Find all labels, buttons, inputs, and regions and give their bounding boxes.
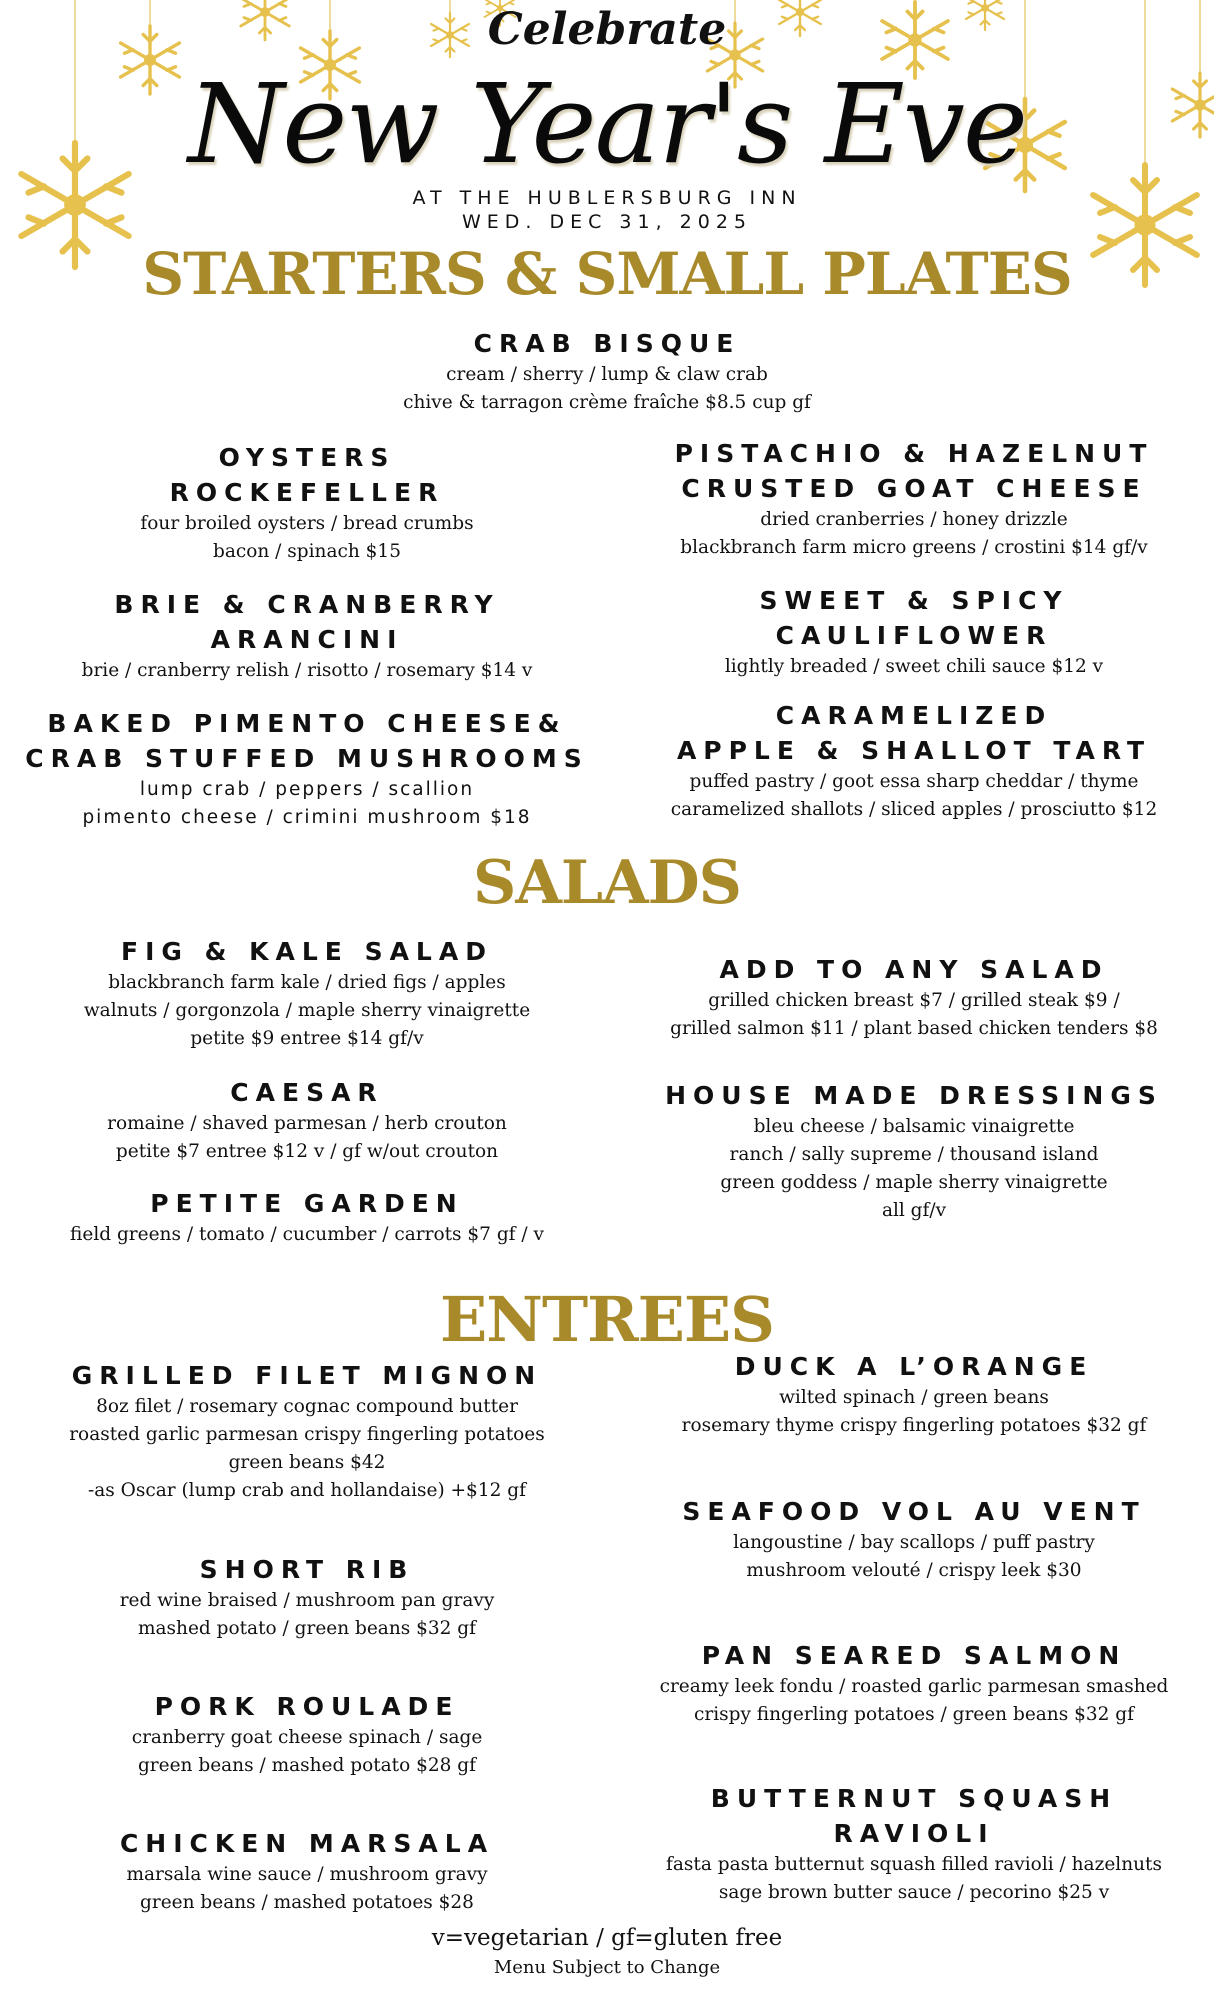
menu-item-pistachio-goat-cheese (614, 436, 1214, 562)
desc-line: 8oz filet / rosemary cognac compound butter (96, 1396, 518, 1417)
item-name: CHICKEN MARSALA (119, 1829, 495, 1858)
item-name: PAN SEARED SALMON (701, 1641, 1127, 1670)
item-name (0, 440, 614, 510)
desc-line: mushroom velouté / crispy leek $30 (746, 1560, 1082, 1581)
desc-line: cream / sherry / lump & claw crab (446, 364, 768, 385)
desc-line: bleu cheese / balsamic vinaigrette (753, 1116, 1075, 1137)
item-name: SHORT RIB (199, 1555, 415, 1584)
item-name: DUCK A L’ORANGE (734, 1352, 1094, 1381)
desc-line: ranch / sally supreme / thousand island (729, 1144, 1099, 1165)
menu-item-sweet-spicy-cauliflower (614, 583, 1214, 681)
desc-line: green beans / mashed potatoes $28 (140, 1892, 474, 1913)
menu-item-pan-seared-salmon (614, 1638, 1214, 1729)
item-description (614, 1113, 1214, 1225)
item-name (614, 698, 1214, 768)
desc-line: four broiled oysters / bread crumbs (140, 513, 474, 534)
desc-line: petite $7 entree $12 v / gf w/out crouton (115, 1141, 499, 1162)
name-line: OYSTERS (218, 443, 396, 472)
name-line: PISTACHIO & HAZELNUT (674, 439, 1154, 468)
item-description (0, 510, 614, 566)
name-line: RAVIOLI (833, 1819, 995, 1848)
menu-item-chicken-marsala (0, 1826, 614, 1917)
menu-item-seafood-vol-au-vent (614, 1494, 1214, 1585)
desc-line: puffed pastry / goot essa sharp cheddar / thyme (689, 771, 1139, 792)
name-line: CAULIFLOWER (775, 621, 1053, 650)
item-description (200, 361, 1014, 417)
desc-line: all gf/v (881, 1200, 947, 1221)
item-description (614, 1851, 1214, 1907)
name-line: APPLE & SHALLOT TART (676, 736, 1152, 765)
desc-line: grilled salmon $11 / plant based chicken tenders $8 (670, 1018, 1158, 1039)
item-description (0, 1110, 614, 1166)
menu-item-salad-add-ons (614, 952, 1214, 1043)
item-description (614, 653, 1214, 681)
desc-line: blackbranch farm micro greens / crostini $14 gf/v (680, 537, 1148, 558)
name-line: CRAB STUFFED MUSHROOMS (25, 744, 589, 773)
desc-line: langoustine / bay scallops / puff pastry (733, 1532, 1095, 1553)
desc-line: chive & tarragon crème fraîche $8.5 cup gf (403, 392, 811, 413)
name-line: CRUSTED GOAT CHEESE (681, 474, 1147, 503)
desc-line: red wine braised / mushroom pan gravy (119, 1590, 495, 1611)
name-line: ROCKEFELLER (169, 478, 445, 507)
menu-item-short-rib (0, 1552, 614, 1643)
menu-item-house-dressings (614, 1078, 1214, 1225)
name-line: CARAMELIZED (775, 701, 1053, 730)
desc-line: rosemary thyme crispy fingerling potatoes $32 gf (681, 1415, 1147, 1436)
item-description (0, 1221, 614, 1249)
item-description (0, 1393, 614, 1505)
venue-block (0, 186, 1214, 234)
desc-line: petite $9 entree $14 gf/v (190, 1028, 424, 1049)
desc-line: pimento cheese / crimini mushroom $18 (82, 807, 532, 828)
section-title-salads: SALADS (473, 848, 741, 918)
section-title-entrees: ENTREES (440, 1283, 774, 1356)
menu-item-petite-garden (0, 1186, 614, 1249)
item-name (0, 587, 614, 657)
menu-item-caesar (0, 1075, 614, 1166)
item-description (0, 1861, 614, 1917)
desc-line: walnuts / gorgonzola / maple sherry vinaigrette (83, 1000, 531, 1021)
item-name (0, 706, 614, 776)
item-description (614, 506, 1214, 562)
item-description (0, 1724, 614, 1780)
menu-item-apple-shallot-tart (614, 698, 1214, 824)
item-description (614, 1529, 1214, 1585)
name-line: SWEET & SPICY (759, 586, 1069, 615)
item-description (614, 987, 1214, 1043)
item-name: CAESAR (230, 1078, 384, 1107)
item-description (0, 657, 614, 685)
item-name: PETITE GARDEN (150, 1189, 464, 1218)
desc-line: blackbranch farm kale / dried figs / apples (108, 972, 506, 993)
menu-item-pimento-mushrooms (0, 706, 614, 832)
desc-line: bacon / spinach $15 (213, 541, 401, 562)
item-name: SEAFOOD VOL AU VENT (682, 1497, 1146, 1526)
name-line: BAKED PIMENTO CHEESE& (47, 709, 567, 738)
menu-note: Menu Subject to Change (493, 1957, 721, 1978)
desc-line: lump crab / peppers / scallion (139, 779, 475, 800)
desc-line: lightly breaded / sweet chili sauce $12 v (724, 656, 1104, 677)
celebrate-heading: Celebrate (487, 4, 727, 55)
item-name: FIG & KALE SALAD (121, 937, 493, 966)
menu-item-filet-mignon (0, 1358, 614, 1505)
item-description (0, 1587, 614, 1643)
item-name: GRILLED FILET MIGNON (71, 1361, 543, 1390)
name-line: ARANCINI (210, 625, 404, 654)
desc-line: dried cranberries / honey drizzle (760, 509, 1068, 530)
desc-line: creamy leek fondu / roasted garlic parmesan smashed (659, 1676, 1169, 1697)
menu-item-butternut-ravioli (614, 1781, 1214, 1907)
menu-item-crab-bisque (200, 326, 1014, 417)
name-line: BUTTERNUT SQUASH (710, 1784, 1118, 1813)
menu-item-fig-kale-salad (0, 934, 614, 1053)
menu-item-pork-roulade (0, 1689, 614, 1780)
item-name (614, 436, 1214, 506)
desc-line: brie / cranberry relish / risotto / rosemary $14 v (81, 660, 533, 681)
desc-line: green goddess / maple sherry vinaigrette (720, 1172, 1108, 1193)
desc-line: crispy fingerling potatoes / green beans $32 gf (694, 1704, 1134, 1725)
item-name: HOUSE MADE DRESSINGS (665, 1081, 1163, 1110)
menu-item-oysters-rockefeller (0, 440, 614, 566)
item-description (0, 969, 614, 1053)
section-title-starters: STARTERS & SMALL PLATES (142, 240, 1072, 308)
desc-line: sage brown butter sauce / pecorino $25 v (718, 1882, 1110, 1903)
desc-line: cranberry goat cheese spinach / sage (131, 1727, 483, 1748)
page-title: New Year's Eve (188, 60, 1026, 188)
desc-line: wilted spinach / green beans (779, 1387, 1049, 1408)
desc-line: field greens / tomato / cucumber / carrots $7 gf / v (70, 1224, 544, 1245)
desc-line: grilled chicken breast $7 / grilled steak $9 / (708, 990, 1120, 1011)
desc-line: romaine / shaved parmesan / herb crouton (107, 1113, 507, 1134)
item-description (614, 768, 1214, 824)
item-description (614, 1673, 1214, 1729)
event-date: WED. DEC 31, 2025 (461, 211, 753, 233)
item-name: PORK ROULADE (154, 1692, 460, 1721)
desc-line: green beans / mashed potato $28 gf (137, 1755, 477, 1776)
item-description (0, 776, 614, 832)
menu-item-brie-arancini (0, 587, 614, 685)
menu-item-duck-orange (614, 1349, 1214, 1440)
name-line: BRIE & CRANBERRY (114, 590, 500, 619)
item-description (614, 1384, 1214, 1440)
desc-line: fasta pasta butternut squash filled ravioli / hazelnuts (666, 1854, 1162, 1875)
desc-line: mashed potato / green beans $32 gf (137, 1618, 477, 1639)
desc-line: caramelized shallots / sliced apples / prosciutto $12 (670, 799, 1158, 820)
item-name: CRAB BISQUE (473, 329, 741, 358)
venue-name: AT THE HUBLERSBURG INN (412, 187, 802, 209)
desc-line: green beans $42 (228, 1452, 386, 1473)
desc-line: roasted garlic parmesan crispy fingerling potatoes (69, 1424, 545, 1445)
item-name: ADD TO ANY SALAD (719, 955, 1109, 984)
item-name (614, 583, 1214, 653)
desc-line: -as Oscar (lump crab and hollandaise) +$12 gf (88, 1480, 526, 1501)
item-name (614, 1781, 1214, 1851)
dietary-legend: v=vegetarian / gf=gluten free (431, 1925, 783, 1951)
desc-line: marsala wine sauce / mushroom gravy (126, 1864, 488, 1885)
